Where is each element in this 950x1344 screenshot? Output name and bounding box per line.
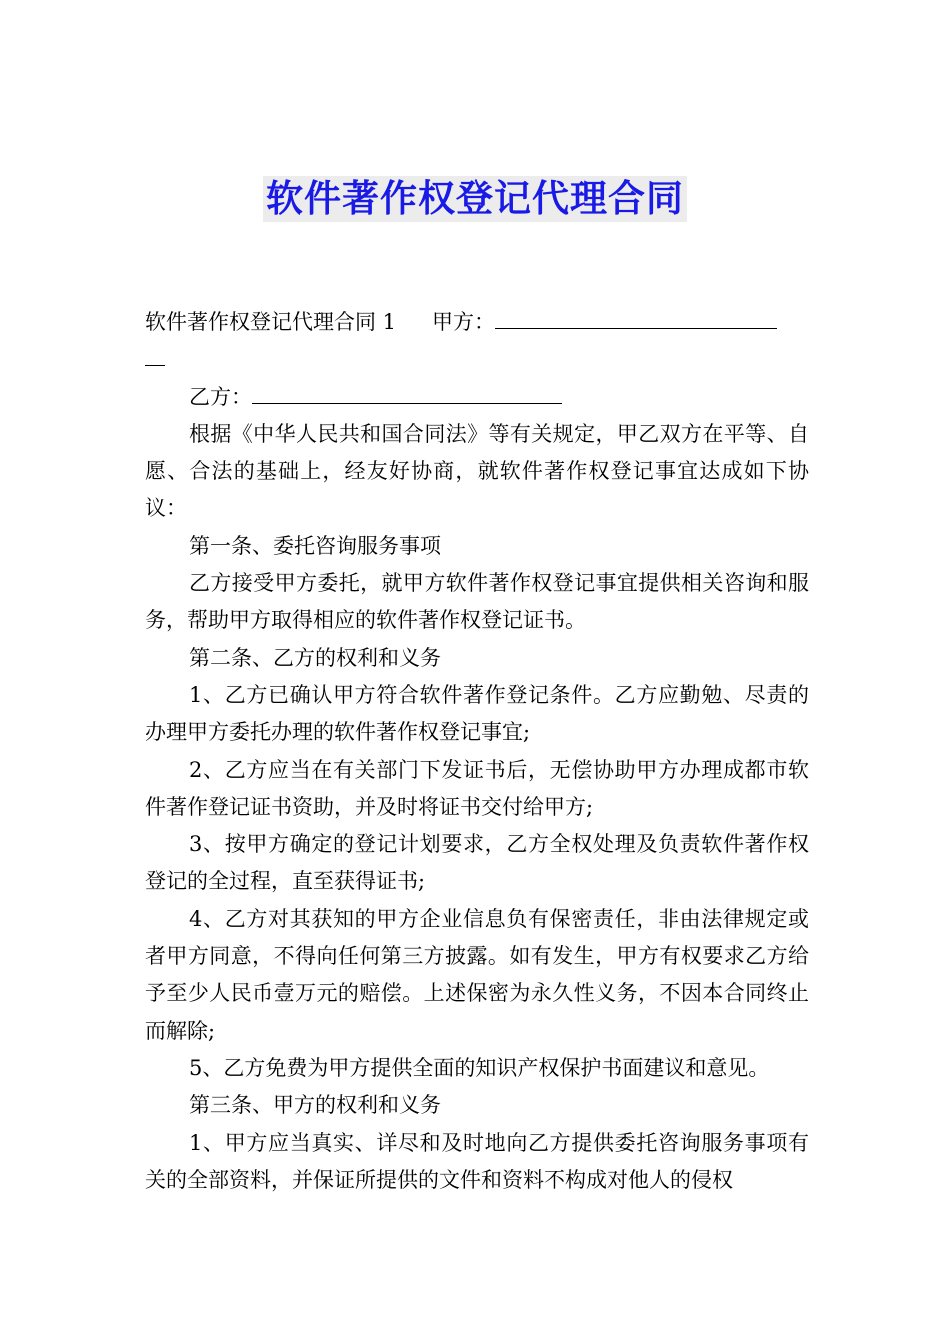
paragraph-preamble: 根据《中华人民共和国合同法》等有关规定，甲乙双方在平等、自愿、合法的基础上，经友好协商，就软件著作权登记事宜达成如下协议： <box>145 421 809 521</box>
article-2-heading: 第二条、乙方的权利和义务 <box>189 645 441 670</box>
article-3-heading: 第三条、甲方的权利和义务 <box>189 1093 441 1118</box>
party-b-line <box>145 379 809 416</box>
article-1-heading: 第一条、委托咨询服务事项 <box>189 533 441 558</box>
article-2-item-4: 4、乙方对其获知的甲方企业信息负有保密责任，非由法律规定或者甲方同意，不得向任何第三方披露。如有发生，甲方有权要求乙方给予至少人民币壹万元的赔偿。上述保密为永久性义务，不因本合同终止而解除; <box>145 906 809 1043</box>
party-b-blank <box>252 381 562 404</box>
article-1-body: 乙方接受甲方委托，就甲方软件著作权登记事宜提供相关咨询和服务，帮助甲方取得相应的软件著作权登记证书。 <box>145 571 809 633</box>
article-2-item-1: 1、乙方已确认甲方符合软件著作登记条件。乙方应勤勉、尽责的办理甲方委托办理的软件著作权登记事宜; <box>145 682 809 745</box>
document-body <box>145 304 809 1199</box>
intro-heading: 软件著作权登记代理合同 1 <box>145 310 397 334</box>
document-title: 软件著作权登记代理合同 <box>263 176 687 222</box>
article-2-item-3: 3、按甲方确定的登记计划要求，乙方全权处理及负责软件著作权登记的全过程，直至获得证书; <box>145 832 809 894</box>
party-a-blank <box>495 306 777 329</box>
party-a-label: 甲方： <box>432 310 496 334</box>
party-a-line <box>145 304 809 379</box>
party-b-label: 乙方： <box>189 384 252 409</box>
article-2-item-5: 5、乙方免费为甲方提供全面的知识产权保护书面建议和意见。 <box>189 1055 770 1080</box>
article-3-item-1: 1、甲方应当真实、详尽和及时地向乙方提供委托咨询服务事项有关的全部资料，并保证所提供的文件和资料不构成对他人的侵权 <box>145 1130 809 1192</box>
party-a-blank-tail <box>145 343 165 366</box>
title-wrap <box>0 176 950 222</box>
article-2-item-2: 2、乙方应当在有关部门下发证书后，无偿协助甲方办理成都市软件著作登记证书资助，并及时将证书交付给甲方; <box>145 757 809 819</box>
